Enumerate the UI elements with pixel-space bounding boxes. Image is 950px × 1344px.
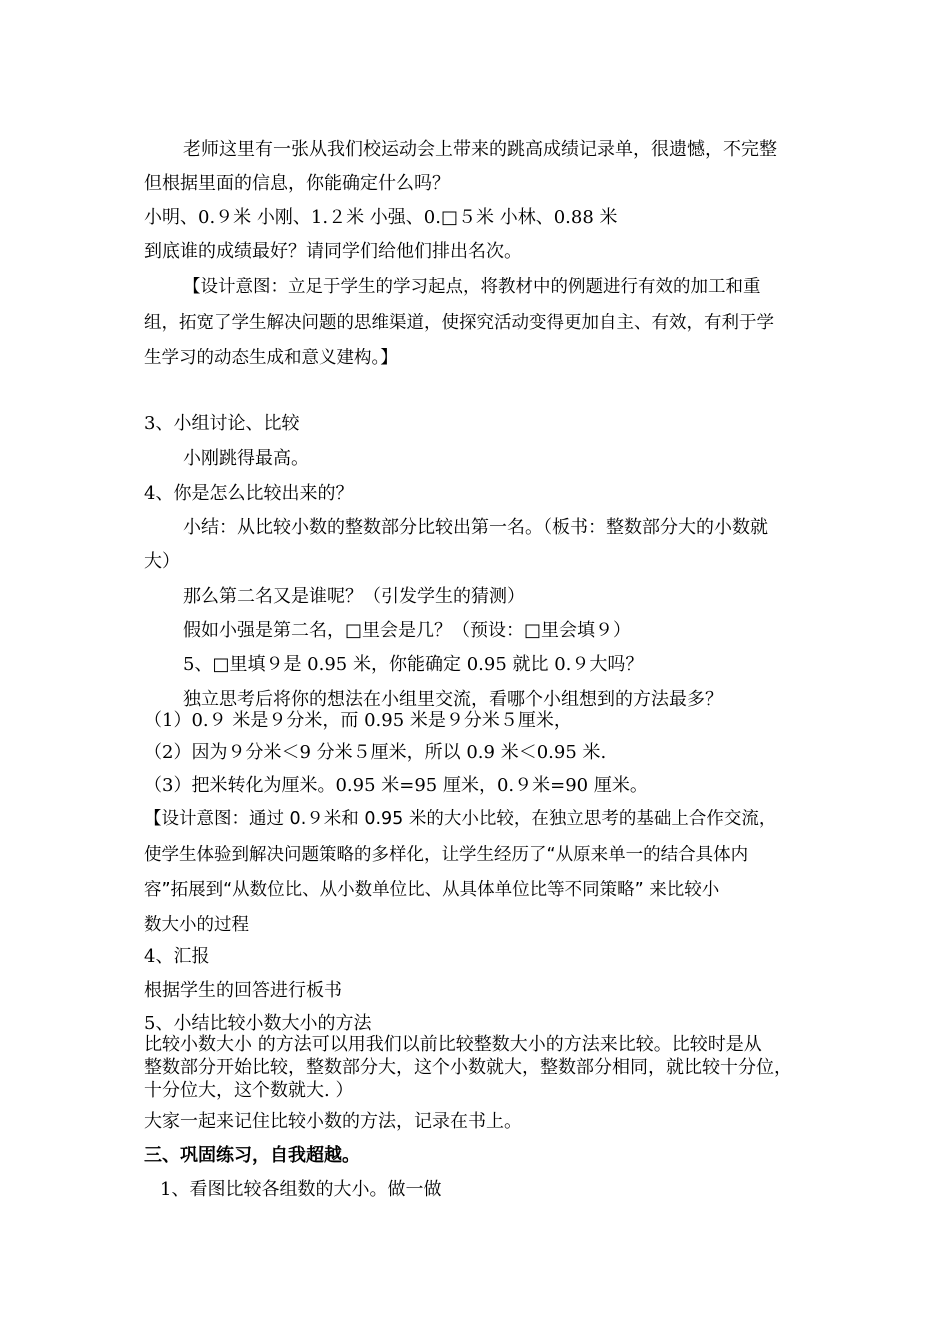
report-line: 根据学生的回答进行板书 xyxy=(144,980,342,1001)
step-5-heading: 5、□里填９是 0.95 米，你能确定 0.95 就比 0.９大吗？ xyxy=(183,654,644,675)
paragraph-intro-line1: 老师这里有一张从我们校运动会上带来的跳高成绩记录单，很遗憾，不完整 xyxy=(183,139,777,160)
design-note-1-line2: 组，拓宽了学生解决问题的思维渠道，使探究活动变得更加自主、有效，有利于学 xyxy=(144,313,774,333)
summary-line2: 大） xyxy=(144,551,180,572)
conclusion-line2: 整数部分开始比较，整数部分大，这个小数就大，整数部分相同，就比较十分位， xyxy=(144,1057,792,1078)
design-note-2-line4: 数大小的过程 xyxy=(144,915,249,935)
design-note-2-line3: 容”拓展到“从数位比、从小数单位比、从具体单位比等不同策略” 来比较小 xyxy=(144,880,720,900)
second-place-question: 那么第二名又是谁呢？（引发学生的猜测） xyxy=(183,586,525,607)
conclusion-line1: 比较小数大小 的方法可以用我们以前比较整数大小的方法来比较。比较时是从 xyxy=(144,1034,762,1055)
design-note-1-line3: 生学习的动态生成和意义建构。】 xyxy=(144,348,398,368)
section-3-heading: 三、巩固练习，自我超越。 xyxy=(144,1145,360,1166)
step-3-heading: 3、小组讨论、比较 xyxy=(144,413,300,434)
design-note-2-line2: 使学生体验到解决问题策略的多样化，让学生经历了“从原来单一的结合具体内 xyxy=(144,845,749,865)
method-1: （1）0.９ 米是９分米，而 0.95 米是９分米５厘米， xyxy=(144,710,572,731)
records-line: 小明、0.９米 小刚、1.２米 小强、0.□５米 小林、0.88 米 xyxy=(144,207,618,228)
design-note-1-line1: 【设计意图：立足于学生的学习起点，将教材中的例题进行有效的加工和重 xyxy=(183,277,761,297)
step-3-answer: 小刚跳得最高。 xyxy=(183,448,309,469)
design-note-2-line1: 【设计意图：通过 0.９米和 0.95 米的大小比较，在独立思考的基础上合作交流， xyxy=(144,809,777,829)
summary-line1: 小结：从比较小数的整数部分比较出第一名。（板书：整数部分大的小数就 xyxy=(183,517,768,538)
question-line: 到底谁的成绩最好？请同学们给他们排出名次。 xyxy=(144,241,522,262)
exercise-1-line: 1、看图比较各组数的大小。做一做 xyxy=(160,1179,442,1200)
group-discussion-line: 独立思考后将你的想法在小组里交流，看哪个小组想到的方法最多？ xyxy=(183,689,723,710)
assumption-line: 假如小强是第二名，□里会是几？（预设：□里会填９） xyxy=(183,620,632,641)
report-heading: 4、汇报 xyxy=(144,946,210,967)
method-2: （2）因为９分米＜9 分米５厘米，所以 0.9 米＜0.95 米. xyxy=(144,742,607,763)
step-4-heading: 4、你是怎么比较出来的？ xyxy=(144,483,354,504)
conclusion-line3: 十分位大，这个数就大. ） xyxy=(144,1080,354,1101)
conclusion-heading: 5、小结比较小数大小的方法 xyxy=(144,1013,372,1034)
paragraph-intro-line2: 但根据里面的信息，你能确定什么吗？ xyxy=(144,173,450,194)
method-3: （3）把米转化为厘米。0.95 米=95 厘米，0.９米=90 厘米。 xyxy=(144,775,648,796)
remember-line: 大家一起来记住比较小数的方法，记录在书上。 xyxy=(144,1111,522,1132)
